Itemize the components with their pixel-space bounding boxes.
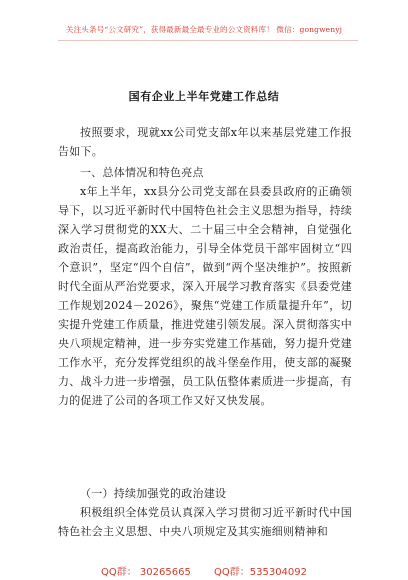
promo-banner: 关注头条号“公文研究”，获得最新最全最专业的公文资料库！ 微信：gongwenyj (65, 25, 343, 34)
section-one-heading: 一、总体情况和特色亮点 (80, 166, 204, 179)
subsection-heading: （一）持续加强党的政治建设 (80, 487, 227, 500)
footer-qq-group-1: QQ群： 30265665 (100, 567, 191, 578)
intro-paragraph: 按照要求，现就xx公司党支部x年以来基层党建工作报告如下。 (58, 126, 352, 158)
banner-divider (58, 40, 358, 41)
footer-contacts (0, 563, 408, 578)
main-paragraph: x年上半年，xx县分公司党支部在县委县政府的正确领导下，以习近平新时代中国特色社会主义思想为指导，持续深入学习贯彻党的XX大、二十届三中全会精神，自觉强化政治责任，提高政治能力，引导全体党员干部牢固树立“四个意识”，坚定“四个自信”，做到“两个坚决维护”。按照新时代全面从严治党要求，深入开展学习教育落实《县委党建工作规划2024－2026》，聚焦“党建工作质量提升年”，切实提升党建工作质量，推进党建引领发展。深入贯彻落实中央八项规定精神，进一步夯实党建工作基础，努力提升党建工作水平，充分发挥党组织的战斗堡垒作用，使支部的凝聚力、战斗力进一步增强，员工队伍整体素质进一步提高，有力的促进了公司的各项工作又好又快发展。 (58, 185, 352, 407)
tail-paragraph: 积极组织全体党员认真深入学习贯彻习近平新时代中国特色社会主义思想、中央八项规定及其实施细则精神和 (58, 506, 352, 538)
document-title: 国有企业上半年党建工作总结 (128, 90, 280, 103)
footer-qq-group-2: QQ群：535304092 (214, 567, 308, 578)
